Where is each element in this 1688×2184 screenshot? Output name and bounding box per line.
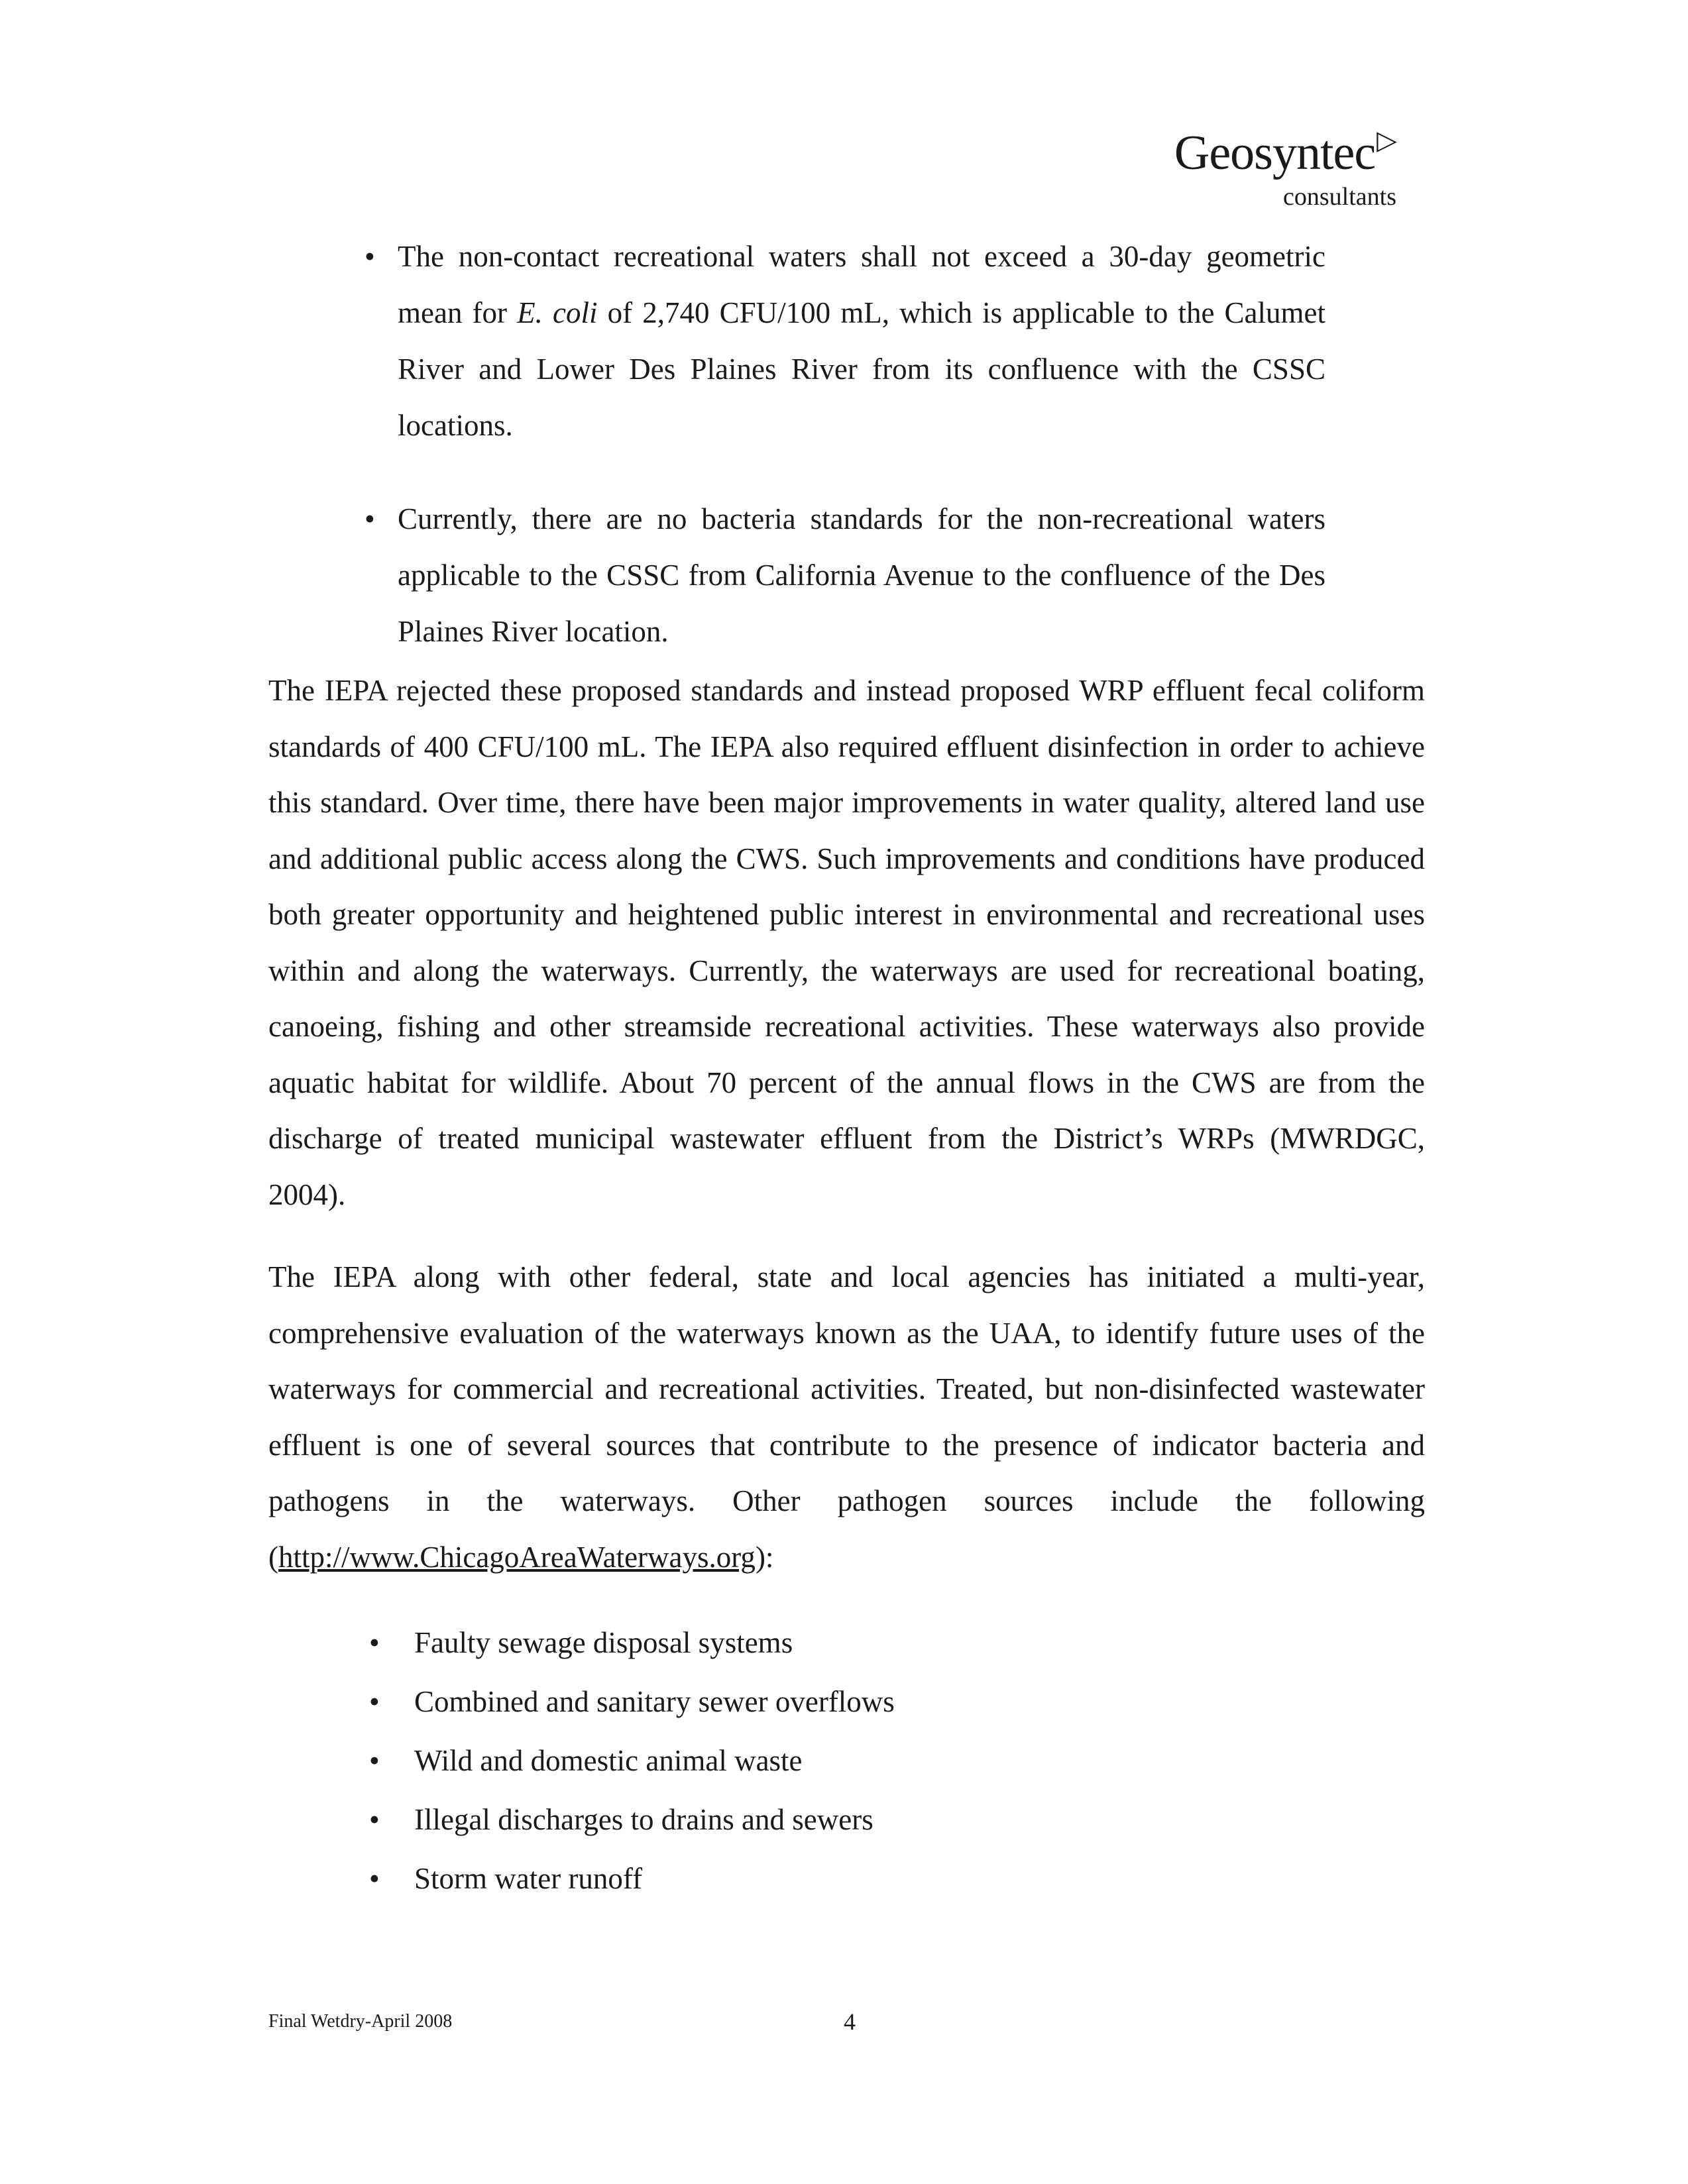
page-number: 4 (844, 2008, 856, 2035)
standards-bullet-list (365, 229, 1326, 697)
source-label: Faulty sewage disposal systems (414, 1626, 793, 1659)
body-paragraph-2 (268, 1249, 1425, 1585)
bullet-italic-text: E. coli (517, 296, 598, 329)
waterways-link[interactable]: http://www.ChicagoAreaWaterways.org (278, 1540, 756, 1574)
paragraph-text: The IEPA along with other federal, state and local agencies has initiated a multi-year, comprehensive evaluation of the waterways known as the UAA, to identify future uses of the waterways for commercial and recreational activities. Treated, but non-disinfected wastewater effluent is one of several sources that contribute to the presence of indicator bacteria and pathogens in the waterways. Other pathogen sources include the following ( (268, 1260, 1425, 1574)
list-item (369, 1613, 895, 1672)
list-item (369, 1790, 895, 1849)
bullet-icon: • (369, 1626, 380, 1659)
body-paragraph-1: The IEPA rejected these proposed standards and instead proposed WRP effluent fecal coliform standards of 400 CFU/100 mL. The IEPA also required effluent disinfection in order to achieve this standard. Over time, there have been major improvements in water quality, altered land use and additional public access along the CWS. Such improvements and conditions have produced both greater opportunity and heightened public interest in environmental and recreational uses within and along the waterways. Currently, the waterways are used for recreational boating, canoeing, fishing and other streamside recreational activities. These waterways also provide aquatic habitat for wildlife. About 70 percent of the annual flows in the CWS are from the discharge of treated municipal wastewater effluent from the District’s WRPs (MWRDGC, 2004). (268, 674, 1425, 1211)
bullet-icon: • (369, 1803, 380, 1836)
bullet-icon: • (369, 1862, 380, 1895)
source-label: Combined and sanitary sewer overflows (414, 1685, 895, 1718)
list-item (369, 1672, 895, 1731)
list-item (365, 491, 1325, 660)
bullet-icon: • (365, 502, 375, 535)
source-label: Storm water runoff (414, 1862, 643, 1895)
logo-triangle-icon: ▷ (1377, 125, 1396, 155)
paragraph-text-end: ): (755, 1540, 774, 1574)
logo-name: Geosyntec▷ (1174, 125, 1396, 180)
list-item (365, 229, 1326, 454)
source-label: Wild and domestic animal waste (414, 1744, 803, 1777)
footer-document-label: Final Wetdry-April 2008 (268, 2011, 453, 2032)
bullet-icon: • (369, 1744, 380, 1777)
bullet-icon: • (369, 1685, 380, 1718)
bullet-text: The non-contact recreational waters shall not exceed a 30-day geometric mean for (398, 240, 1325, 329)
pathogen-sources-list (369, 1613, 895, 1908)
list-item (369, 1849, 895, 1908)
list-item (369, 1731, 895, 1790)
bullet-icon: • (365, 240, 375, 273)
bullet-text: Currently, there are no bacteria standards for the non-recreational waters applicable to the CSSC from California Avenue to the confluence of the Des Plaines River location. (398, 502, 1325, 648)
bullet-text: of 2,740 CFU/100 mL, which is applicable to the Calumet River and Lower Des Plaines River from its confluence with the CSSC locations. (398, 296, 1326, 442)
company-logo (1174, 114, 1396, 211)
logo-subtitle: consultants (1283, 183, 1396, 211)
source-label: Illegal discharges to drains and sewers (414, 1803, 873, 1836)
